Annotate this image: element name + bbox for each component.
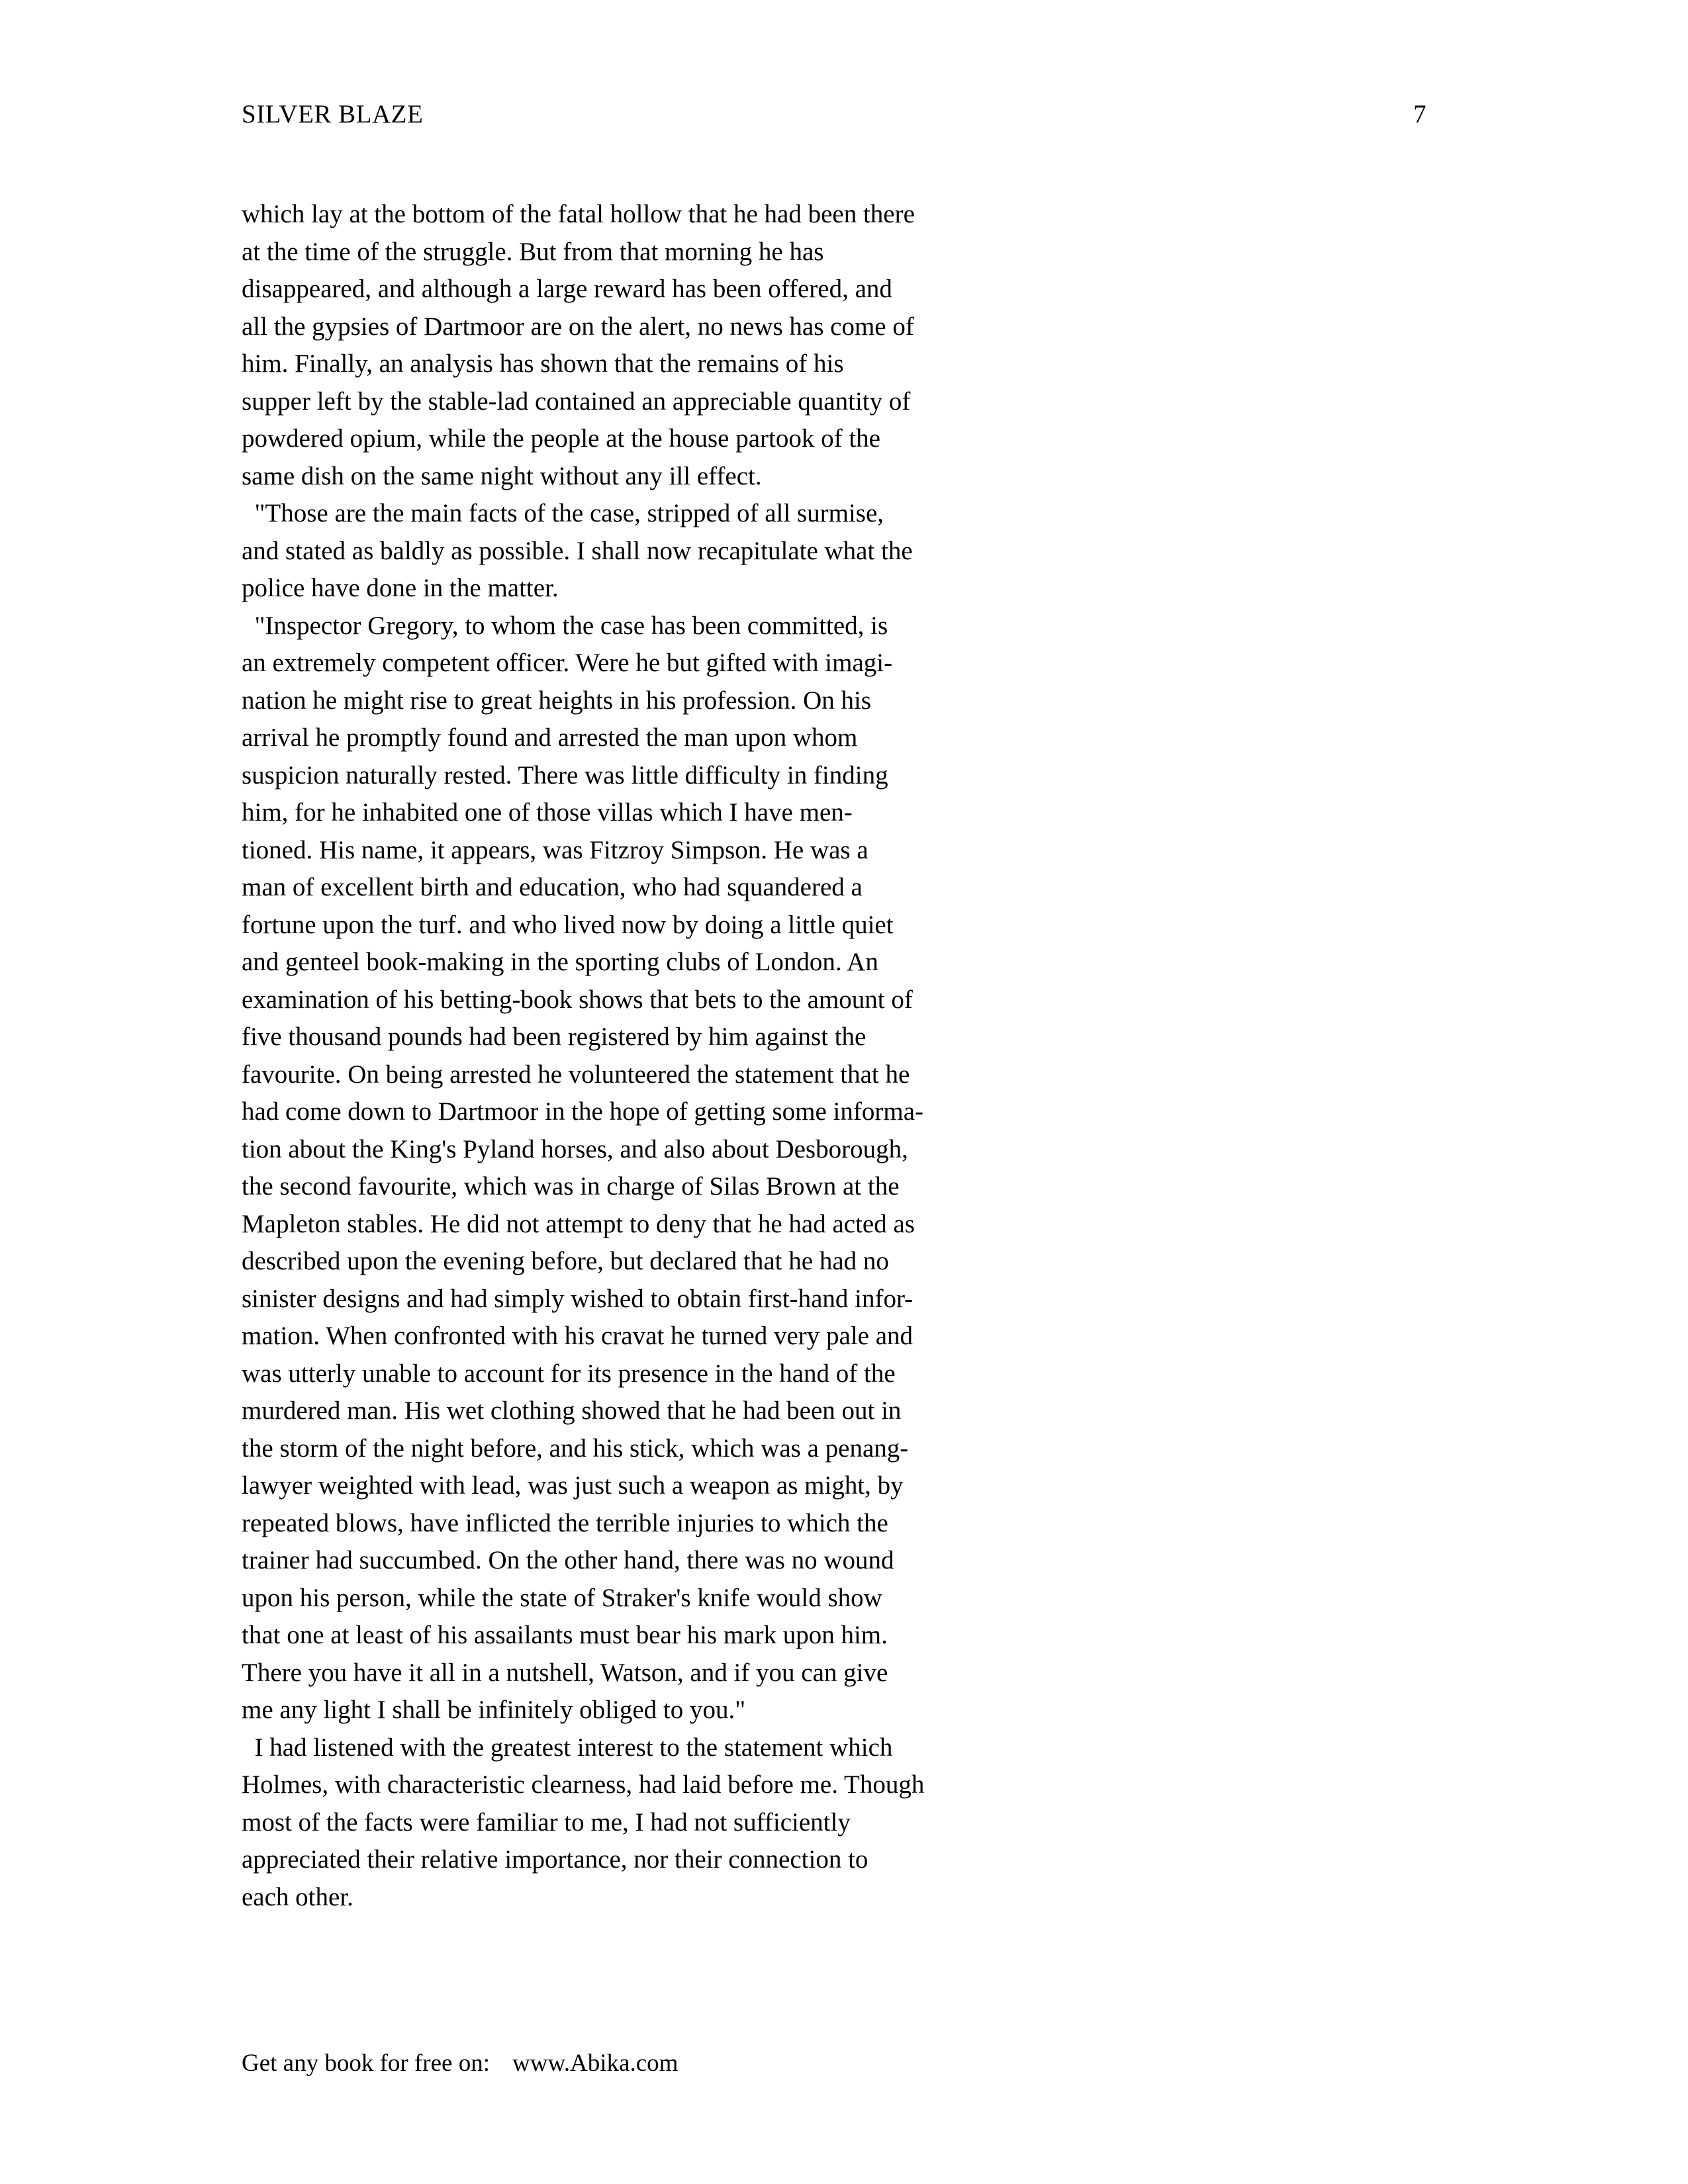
text-line: Holmes, with characteristic clearness, had laid before me. Though: [242, 1770, 925, 1799]
text-line: that one at least of his assailants must bear his mark upon him.: [242, 1621, 888, 1649]
text-line: "Those are the main facts of the case, stripped of all surmise,: [242, 499, 884, 527]
text-line: favourite. On being arrested he volunteered the statement that he: [242, 1060, 910, 1089]
text-line: fortune upon the turf. and who lived now by doing a little quiet: [242, 910, 894, 939]
text-line: was utterly unable to account for its presence in the hand of the: [242, 1359, 896, 1388]
text-line: examination of his betting-book shows that bets to the amount of: [242, 985, 913, 1014]
text-line: same dish on the same night without any ill effect.: [242, 461, 762, 490]
text-line: appreciated their relative importance, nor their connection to: [242, 1845, 868, 1874]
text-line: had come down to Dartmoor in the hope of getting some informa-: [242, 1097, 923, 1126]
page-header: [242, 99, 1427, 130]
running-title: SILVER BLAZE: [242, 100, 424, 128]
text-line: I had listened with the greatest interest to the statement which: [242, 1733, 893, 1762]
page-body: [242, 196, 1168, 1916]
text-line: most of the facts were familiar to me, I had not sufficiently: [242, 1807, 851, 1837]
text-line: Mapleton stables. He did not attempt to deny that he had acted as: [242, 1209, 915, 1238]
text-line: arrival he promptly found and arrested the man upon whom: [242, 723, 858, 752]
text-line: nation he might rise to great heights in his profession. On his: [242, 686, 872, 715]
text-line: described upon the evening before, but declared that he had no: [242, 1247, 889, 1275]
text-line: powdered opium, while the people at the house partook of the: [242, 424, 880, 453]
text-line: man of excellent birth and education, who had squandered a: [242, 873, 863, 901]
text-line: him, for he inhabited one of those villas which I have men-: [242, 798, 853, 827]
text-line: me any light I shall be infinitely obliged to you.": [242, 1696, 746, 1724]
page-footer: [242, 2049, 678, 2078]
page-number: 7: [1413, 100, 1427, 128]
text-line: "Inspector Gregory, to whom the case has been committed, is: [242, 611, 888, 640]
text-line: suspicion naturally rested. There was little difficulty in finding: [242, 760, 888, 790]
text-line: upon his person, while the state of Straker's knife would show: [242, 1583, 882, 1612]
text-line: which lay at the bottom of the fatal hollow that he had been there: [242, 200, 915, 228]
text-line: repeated blows, have inflicted the terrible injuries to which the: [242, 1508, 888, 1537]
footer-url: www.Abika.com: [512, 2050, 679, 2077]
text-line: the second favourite, which was in charge of Silas Brown at the: [242, 1172, 900, 1201]
text-line: five thousand pounds had been registered by him against the: [242, 1023, 867, 1051]
text-line: an extremely competent officer. Were he but gifted with imagi-: [242, 649, 893, 677]
text-line: lawyer weighted with lead, was just such a weapon as might, by: [242, 1471, 904, 1500]
text-line: tion about the King's Pyland horses, and also about Desborough,: [242, 1134, 908, 1163]
text-line: mation. When confronted with his cravat he turned very pale and: [242, 1322, 914, 1350]
text-line: murdered man. His wet clothing showed that he had been out in: [242, 1396, 902, 1425]
text-line: the storm of the night before, and his stick, which was a penang-: [242, 1433, 909, 1463]
footer-label: Get any book for free on:: [242, 2050, 491, 2077]
text-line: at the time of the struggle. But from that morning he has: [242, 237, 824, 266]
text-line: There you have it all in a nutshell, Watson, and if you can give: [242, 1658, 888, 1687]
text-line: and stated as baldly as possible. I shall now recapitulate what the: [242, 536, 913, 565]
text-line: each other.: [242, 1882, 353, 1911]
text-line: him. Finally, an analysis has shown that the remains of his: [242, 349, 844, 378]
text-line: sinister designs and had simply wished to obtain first-hand infor-: [242, 1284, 914, 1313]
text-line: trainer had succumbed. On the other hand, there was no wound: [242, 1546, 894, 1574]
text-line: police have done in the matter.: [242, 574, 559, 602]
text-line: disappeared, and although a large reward has been offered, and: [242, 275, 892, 303]
text-line: all the gypsies of Dartmoor are on the alert, no news has come of: [242, 312, 914, 341]
text-line: tioned. His name, it appears, was Fitzroy Simpson. He was a: [242, 835, 868, 864]
text-line: supper left by the stable-lad contained an appreciable quantity of: [242, 387, 911, 416]
text-line: and genteel book-making in the sporting clubs of London. An: [242, 948, 878, 976]
